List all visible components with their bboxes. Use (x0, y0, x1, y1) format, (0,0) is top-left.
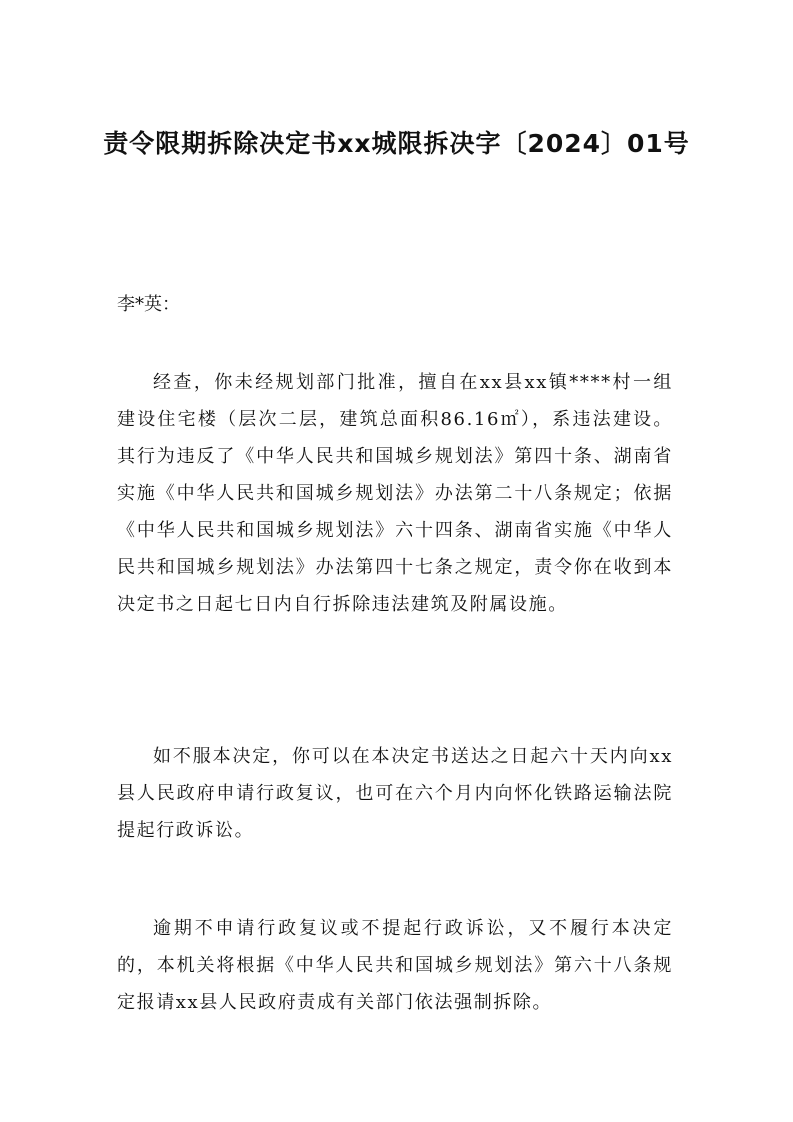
paragraph-enforcement: 逾期不申请行政复议或不提起行政诉讼，又不履行本决定的，本机关将根据《中华人民共和国城乡规划法》第六十八条规定报请xx县人民政府责成有关部门依法强制拆除。 (117, 918, 673, 1013)
salutation: 李*英： (117, 294, 180, 315)
paragraph-findings: 经查，你未经规划部门批准，擅自在xx县xx镇****村一组建设住宅楼（层次二层，建筑总面积86.16㎡），系违法建设。其行为违反了《中华人民共和国城乡规划法》第四十条、湖南省实施《中华人民共和国城乡规划法》办法第二十八条规定；依据《中华人民共和国城乡规划法》六十四条、湖南省实施《中华人民共和国城乡规划法》办法第四十七条之规定，责令你在收到本决定书之日起七日内自行拆除违法建筑及附属设施。 (117, 372, 673, 615)
document-title: 责令限期拆除决定书xx城限拆决字〔2024〕01号 (103, 129, 690, 158)
paragraph-appeal-rights: 如不服本决定，你可以在本决定书送达之日起六十天内向xx县人民政府申请行政复议，也可在六个月内向怀化铁路运输法院提起行政诉讼。 (117, 746, 673, 841)
